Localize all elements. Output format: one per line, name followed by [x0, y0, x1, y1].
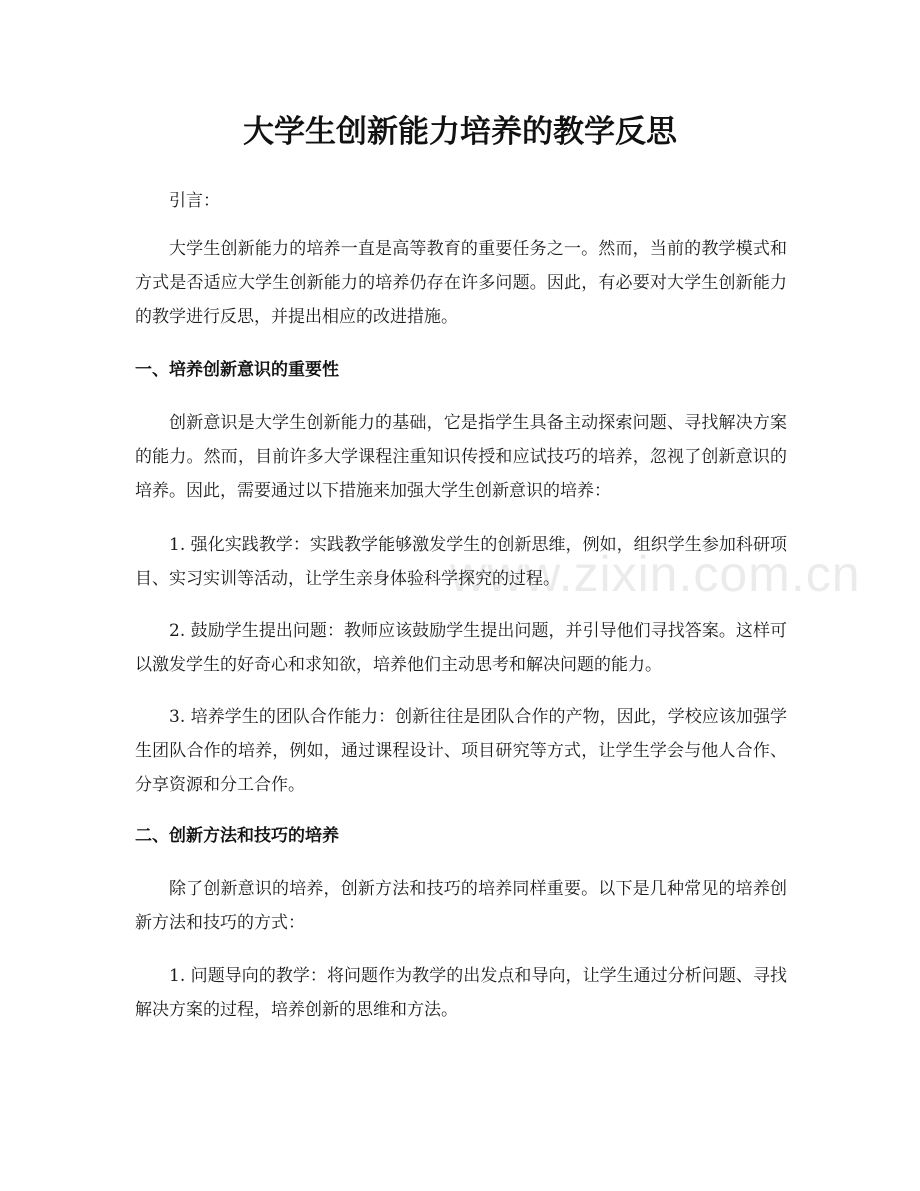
section-1-item-1: 1. 强化实践教学：实践教学能够激发学生的创新思维，例如，组织学生参加科研项目、实习实训等活动，让学生亲身体验科学探究的过程。: [135, 535, 787, 589]
intro-label: 引言：: [169, 191, 220, 211]
intro-paragraph: 大学生创新能力的培养一直是高等教育的重要任务之一。然而，当前的教学模式和方式是否适应大学生创新能力的培养仍存在许多问题。因此，有必要对大学生创新能力的教学进行反思，并提出相应的改进措施。: [135, 239, 787, 327]
section-1-item-3: 3. 培养学生的团队合作能力：创新往往是团队合作的产物，因此，学校应该加强学生团队合作的培养，例如，通过课程设计、项目研究等方式，让学生学会与他人合作、分享资源和分工合作。: [135, 707, 787, 795]
section-1-heading: 一、培养创新意识的重要性: [135, 360, 339, 380]
section-2-paragraph: 除了创新意识的培养，创新方法和技巧的培养同样重要。以下是几种常见的培养创新方法和技巧的方式：: [135, 879, 787, 933]
section-2-item-1: 1. 问题导向的教学：将问题作为教学的出发点和导向，让学生通过分析问题、寻找解决方案的过程，培养创新的思维和方法。: [135, 966, 787, 1020]
document-title: 大学生创新能力培养的教学反思: [243, 114, 677, 150]
section-1-item-2: 2. 鼓励学生提出问题：教师应该鼓励学生提出问题，并引导他们寻找答案。这样可以激发学生的好奇心和求知欲，培养他们主动思考和解决问题的能力。: [135, 621, 787, 675]
section-1-paragraph: 创新意识是大学生创新能力的基础，它是指学生具备主动探索问题、寻找解决方案的能力。然而，目前许多大学课程注重知识传授和应试技巧的培养，忽视了创新意识的培养。因此，需要通过以下措施来加强大学生创新意识的培养：: [135, 413, 787, 501]
watermark: www.zixin.com.cn: [450, 546, 861, 602]
section-2-heading: 二、创新方法和技巧的培养: [135, 826, 339, 846]
